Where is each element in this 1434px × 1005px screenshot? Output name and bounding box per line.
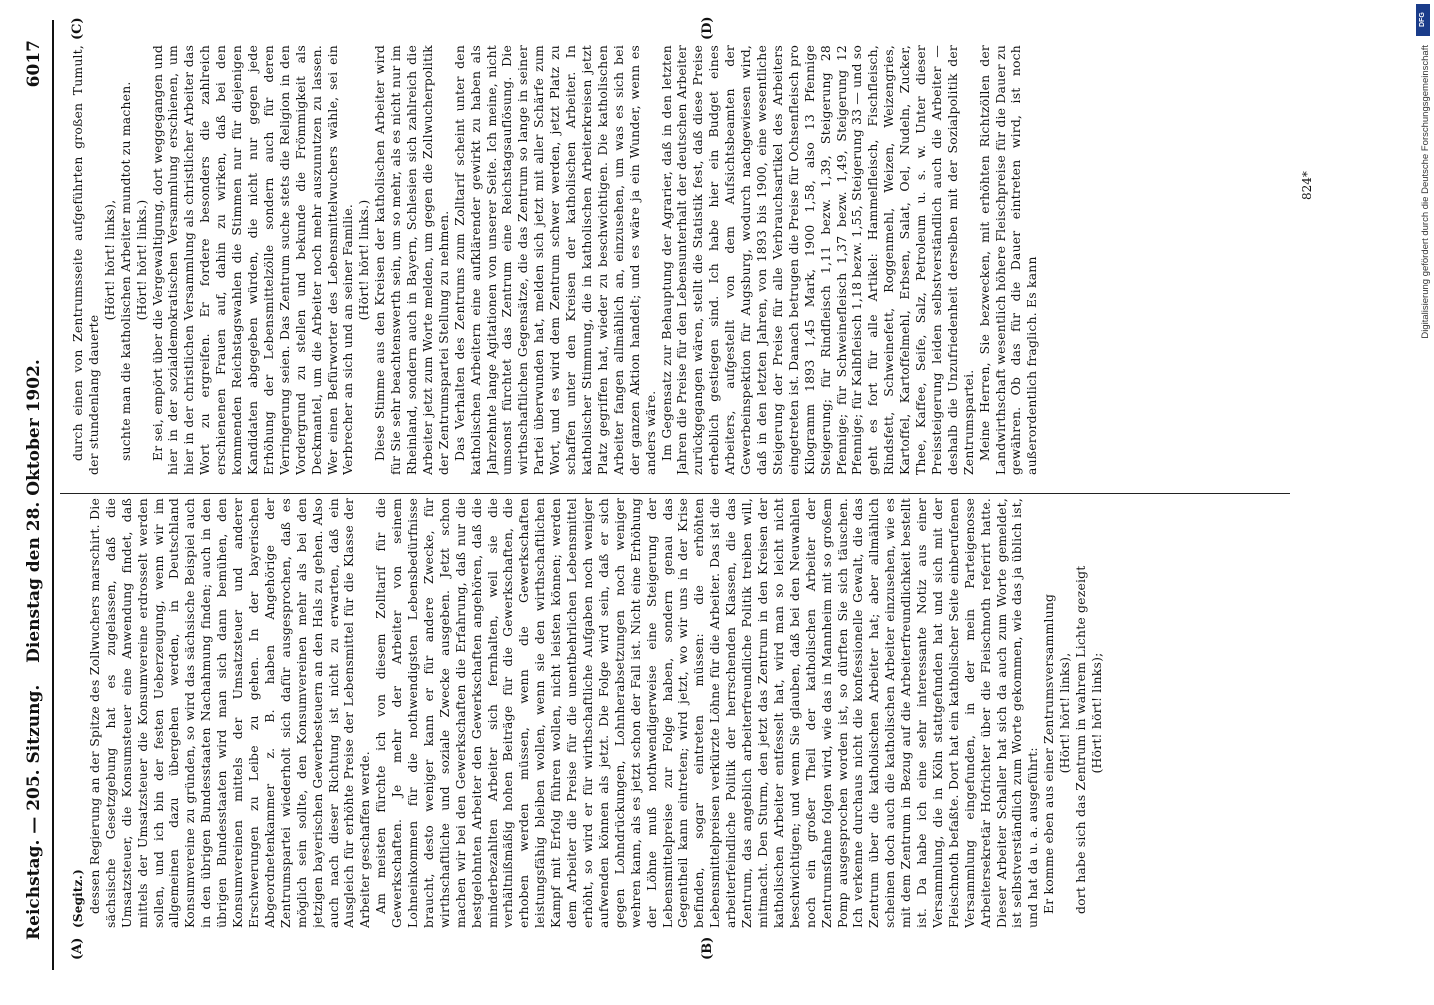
interjection: (Hört! hört! links), (101, 199, 117, 321)
left-column (70, 498, 1280, 928)
paragraph: durch einen von Zentrumsseite aufgeführten großen Tumult, der stundenlang dauerte (70, 45, 101, 475)
margin-letter-d: (D) (700, 16, 715, 40)
header-left: Reichstag. — 205. Sitzung. (24, 684, 44, 940)
footer-mark: 824* (1300, 171, 1314, 200)
interjection: (Hört! hört! links), (1057, 652, 1073, 774)
header-date: Dienstag den 28. Oktober 1902. (24, 359, 44, 663)
interjection: (Hört! hört! links); (1089, 652, 1104, 774)
quote: Er komme eben aus einer Zentrumsversammlung (1041, 593, 1057, 914)
speaker-continuation: (Segitz.) (71, 869, 85, 928)
digitization-text: Digitalisierung gefördert durch die Deutsche Forschungsgemeinschaft (1420, 45, 1431, 339)
paragraph: Meine Herren, Sie bezwecken, mit erhöhten Richtzöllen der Landwirthschaft wesentlich höhere Fleischpreise für die Dauer zu gewähren. Ob das für die Dauer eintreten wird, ist noch außerordentlich fraglich. Es kann (976, 45, 1040, 475)
paragraph: Er sei, empört über die Vergewaltigung, dort weggegangen und hier in der sozialdemokratischen Versammlung erschienen, um hier in der christlichen Versammlung als christlicher Arbeiter das Wort zu ergreifen. Er fordere besonders die zahlreich erschienenen Frauen auf, dahin zu wirken, daß bei den kommenden Reichstagswahlen die Stimmen nur für diejenigen Kandidaten abgegeben würden, die nicht nur gegen jede Erhöhung der Lebensmittelzölle sondern auch für deren Verringerung seien. Das Zentrum suche stets die Religion in den Vordergrund zu stellen und bekunde die Frömmigkeit als Deckmantel, um die Arbeiter noch mehr auszunutzen zu lassen. Wer einen Befürworter des Lebensmittelwuchers wähle, sei ein Verbrecher an sich und an seiner Familie. (149, 45, 356, 475)
paragraph: Am meisten fürchte ich von diesem Zolltarif für die Gewerkschaften. Je mehr der Arbeiter von seinem Lohneinkommen für die nothwendigsten Lebensbedürfnisse braucht, desto weniger kann er für andere Zwecke, für wirthschaftliche und soziale Zwecke ausgeben. Jetzt schon machen wir bei den Gewerkschaften die Erfahrung, daß nur die bestgelohnten Arbeiter den Gewerkschaften angehören, daß die minderbezahlten Arbeiter sich fernhalten, weil sie die verhältnißmäßig hohen Beiträge für die Gewerkschaften, die erhoben werden müssen, wenn die Gewerkschaften leistungsfähig bleiben wollen, wenn sie den wirthschaftlichen Kampf mit Erfolg führen wollen, nicht leisten können; werden dem Arbeiter die Preise für die unentbehrlichen Lebensmittel erhöht, so wird er für wirthschaftliche Aufgaben noch weniger aufwenden können als jetzt. Die Folge wird sein, daß er sich gegen Lohndrückungen, Lohnherabsetzungen noch weniger wehren kann, als es jetzt schon der Fall ist. Nicht eine Erhöhung der Löhne muß nothwendigerweise eine Steigerung der Lebensmittelpreise zur Folge haben, sondern genau das Gegentheil kann eintreten; wird jetzt, wo wir uns in der Krise befinden, sogar eintreten müssen: die erhöhten Lebensmittelpreisen verkürzte Löhne für die Arbeiter. Das ist die arbeiterfeindliche Politik der herrschenden Klassen, die das Zentrum, das angeblich arbeiterfreundliche Politik treiben will, mitmacht. Den Sturm, den jetzt das Zentrum in den Kreisen der katholischen Arbeiter entfesselt hat, wird man so leicht nicht beschwichtigen; und wenn Sie glauben, daß bei den Neuwahlen noch ein großer Theil der katholischen Arbeiter der Zentrumsfahne folgen wird, wie das in Mannheim mit so großem Pomp ausgesprochen worden ist, so dürften Sie sich täuschen. Ich verkenne durchaus nicht die konfessionelle Gewalt, die das Zentrum über die katholischen Arbeiter hat; aber allmählich scheinen doch auch die katholischen Arbeiter einzusehen, wie es mit dem Zentrum in Bezug auf die Arbeiterfreundlichkeit bestellt ist. Da habe ich eine sehr interessante Notiz aus einer Versammlung, die in Köln stattgefunden hat und sich mit der Fleischnoth befaßte. Dort hat ein katholischer Seite einberufenen Versammlung eingefunden, in der mein Parteigenosse Arbeitersekretär Hofrichter über die Fleischnoth referirt hatte. Dieser Arbeiter Schaller hat sich da auch zum Worte gemeldet, ist selbstverständlich zum Worte gekommen, wie das ja üblich ist, und hat da u. a. ausgeführt: (373, 498, 1041, 928)
paragraph: Im Gegensatz zur Behauptung der Agrarier, daß in den letzten Jahren die Preise für den Lebensunterhalt der deutschen Arbeiter zurückgegangen wären, stellt die Statistik fest, daß diese Preise erheblich gestiegen sind. Ich habe hier ein Budget eines Arbeiters, aufgestellt von dem Aufsichtsbeamten der Gewerbeinspektion für Augsburg, wodurch nachgewiesen wird, daß in den letzten Jahren, von 1893 bis 1900, eine wesentliche Steigerung der Preise für alle Verbrauchsartikel des Arbeiters eingetreten ist. Danach betrugen die Preise für Ochsenfleisch pro Kilogramm 1893 1,45 Mark, 1900 1,58, also 13 Pfennige Steigerung; für Rindfleisch 1,11 bezw. 1,39, Steigerung 28 Pfennige; für Schweinefleisch 1,37 bezw. 1,49, Steigerung 12 Pfennige; für Kalbfleisch 1,18 bezw. 1,55, Steigerung 33 — und so geht es fort für alle Artikel: Hammelfleisch, Fischfleisch, Rindsfett, Schweinefett, Roggenmehl, Weizen, Weizengries, Kartoffel, Kartoffelmehl, Erbsen, Salat, Oel, Nudeln, Zucker, Thee, Kaffee, Seife, Salz, Petroleum u. s. w. Unter dieser Preissteigerung leiden selbstverständlich auch die Arbeiter — deshalb die Unzufriedenheit derselben mit der Sozialpolitik der Zentrumspartei. (658, 45, 976, 475)
paragraph: Das Verhalten des Zentrums zum Zolltarif scheint unter den katholischen Arbeitern eine aufklärender gewirkt zu haben als Jahrzehnte lange Agitationen von unserer Seite. Ich meine, nicht umsonst fürchtet das Zentrum eine Reichstagsauflösung. Die wirthschaftlichen Gegensätze, die das Zentrum so lange in seiner Partei überwunden hat, melden sich jetzt mit aller Schärfe zum Wort, und es wird dem Zentrum schwer werden, jetzt Platz zu schaffen unter den Kreisen der katholischen Arbeiter. In katholischer Stimmung, die in katholischen Arbeiterkreisen jetzt Platz gegriffen hat, wieder zu beschwichtigen. Die katholischen Arbeiter fangen allmählich an, einzusehen, um was es sich bei der ganzen Aktion handelt; und es wäre ja ein Wunder, wenn es anders wäre. (451, 45, 658, 475)
interjection: (Hört! hört! links.) (133, 199, 149, 321)
page-header (14, 40, 54, 940)
quote-tail: dort habe sich das Zentrum in wahrem Lichte gezeigt (1073, 565, 1089, 914)
header-right (24, 40, 44, 663)
paragraph: Diese Stimme aus den Kreisen der katholischen Arbeiter wird für Sie sehr beachtenswerth sein, um so mehr, als es nicht nur im Rheinland, sondern auch in Bayern, Schlesien sich zahlreich die Arbeiter jetzt zum Worte melden, um gegen die Zollwucherpolitik der Zentrumspartei Stellung zu nehmen. (372, 45, 451, 475)
digitization-note (1420, 5, 1434, 1005)
margin-letter-c: (C) (70, 17, 85, 40)
header-rule (52, 20, 54, 970)
column-separator (60, 493, 1290, 494)
margin-letter-a: (A) (70, 937, 85, 960)
dfg-logo: DFG (1416, 4, 1430, 36)
right-column (70, 45, 1280, 475)
paragraph: suchte man die katholischen Arbeiter mundtot zu machen. (117, 81, 133, 461)
paragraph: dessen Regierung an der Spitze des Zollwuchers marschirt. Die sächsische Gesetzgebung hat es zugelassen, daß die Umsatzsteuer, die Konsumsteuer eine Anwendung findet, daß mittels der Umsatzsteuer die Konsumvereine erdrosselt werden sollen, und ich bin der festen Ueberzeugung, wenn wir im allgemeinen dazu übergehen werden, in Deutschland Konsumvereine zu gründen, so wird das sächsische Beispiel auch in den übrigen Bundesstaaten Nachahmung finden; auch in den übrigen Bundesstaaten wird man sich dann bemühen, den Konsumvereinen mittels der Umsatzsteuer und anderer Erschwerungen zu Leibe zu gehen. In der bayerischen Abgeordnetenkammer z. B. haben Angehörige der Zentrumspartei wiederholt sich dafür ausgesprochen, daß es möglich sein sollte, den Konsumvereinen mehr als bei den jetzigen bayerischen Gewerbesteuern an den Hals zu gehen. Also auch nach dieser Richtung ist nicht zu erwarten, daß ein Ausgleich für erhöhte Preise der Lebensmittel für die Klasse der Arbeiter geschaffen werde. (86, 498, 373, 928)
margin-letter-b: (B) (700, 936, 715, 960)
interjection: (Hört! hört! links.) (356, 199, 372, 321)
page-number: 6017 (24, 40, 44, 88)
